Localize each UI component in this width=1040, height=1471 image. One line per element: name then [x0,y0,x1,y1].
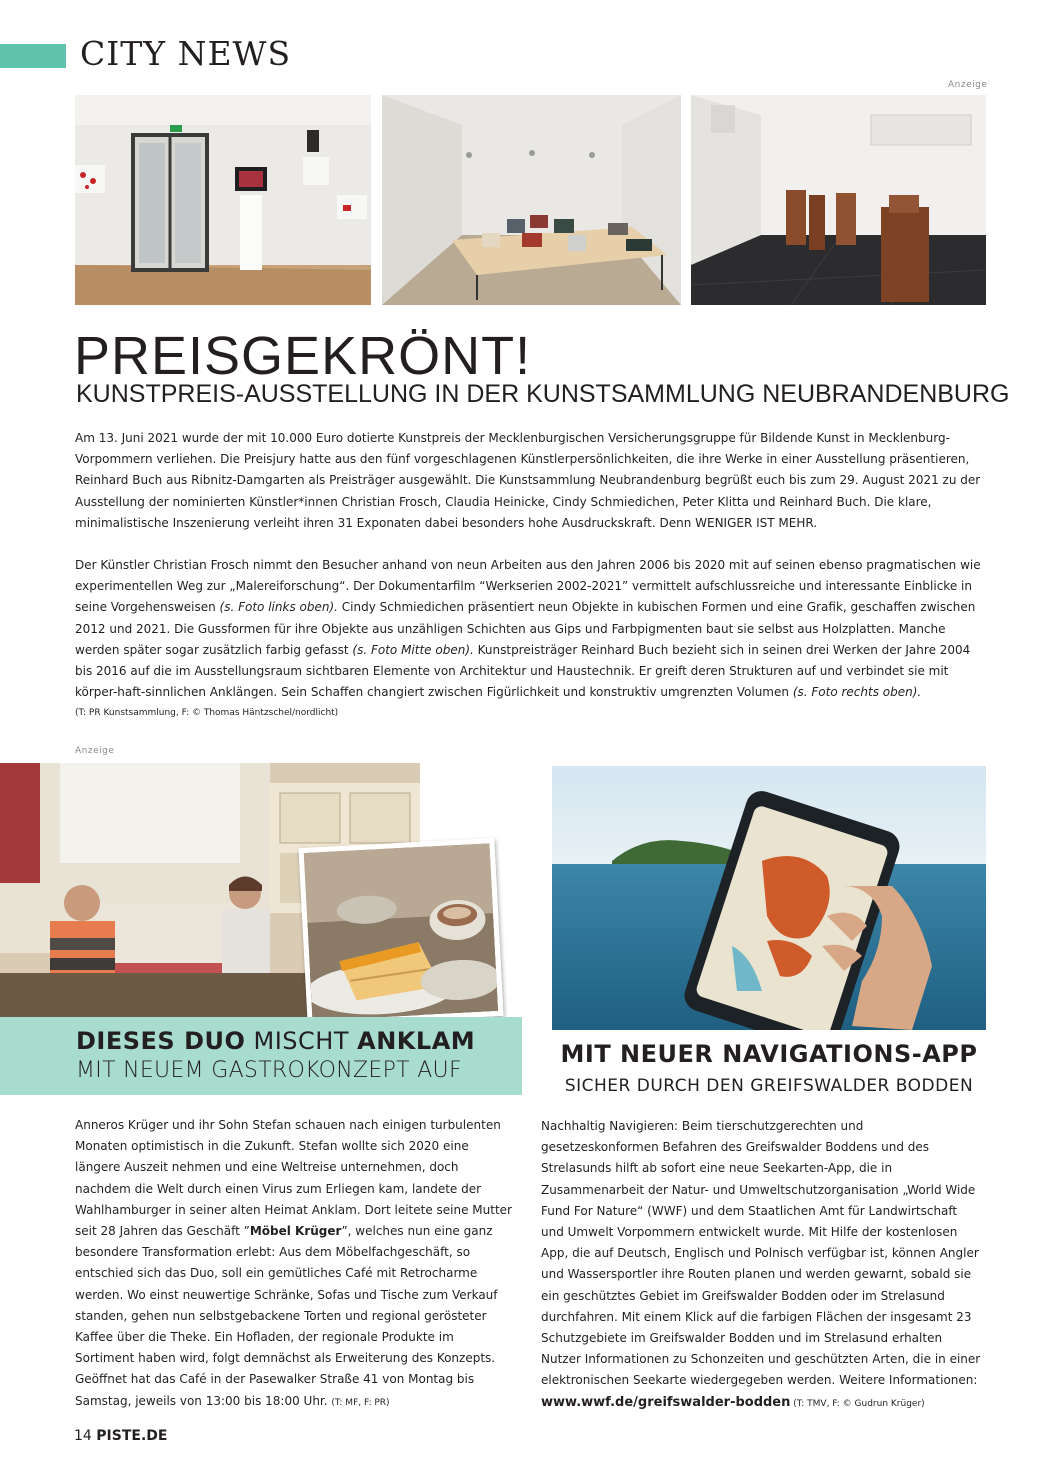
page-footer [74,1428,167,1444]
business-name: Möbel Krüger [249,1224,342,1239]
anklam-title-bold1: DIESES DUO [76,1027,246,1055]
credit-kunstpreis: (T: PR Kunstsammlung, F: © Thomas Häntzschel/nordlicht) [75,708,339,719]
article-headline: PREISGEKRÖNT! [74,326,532,386]
navigation-text: Nachhaltig Navigieren: Beim tierschutzgerechten und gesetzeskonformen Befahren des Greifswalder Boddens und des Strelasunds hilft ab sofort eine neue Seekarten-App, die in Zusammenarbeit der Natur- und Umweltschutzorganisation „World Wide Fund For Nature“ (WWF) und dem Staatlichen Amt für Landwirtschaft und Umwelt Vorpommern entwickelt wurde. Mit Hilfe der kostenlosen App, die auf Deutsch, Englisch und Polnisch verfügbar ist, können Angler und Wassersportler ihre Routen planen und werden gewarnt, sobald sie ein geschütztes Gebiet im Greifswalder Bodden oder im Strelasund durchfahren. Mit einem Klick auf die farbigen Flächen der insgesamt 23 Schutzgebiete im Greifswalder Bodden und im Strelasund erhalten Nutzer Informationen zu Schonzeiten und geschützten Arten, die in einer elektronischen Seekarte wiedergegeben werden. Weitere Informationen: [541,1119,981,1388]
navigation-app-subtitle: SICHER DURCH DEN GREIFSWALDER BODDEN [564,1076,974,1096]
wwf-link[interactable]: www.wwf.de/greifswalder-bodden [541,1394,791,1410]
photo-gallery-schmiedichen [382,95,681,305]
navigation-app-title: MIT NEUER NAVIGATIONS-APP [560,1040,978,1068]
anklam-text-b: ”, welches nun eine ganz besondere Transformation erlebt: Aus dem Möbelfachgeschäft, so entschied sich das Duo, soll ein gemütliches Café mit Retrocharme werden. Wo einst neuwertige Schränke, Sofas und Tische zum Verkauf standen, gehen nun selbstgebackene Torten und regional gerösteter Kaffee über die Theke. Ein Hofladen, der regionale Produkte im Sortiment haben wird, folgt demnächst als Erweiterung des Konzepts. Geöffnet hat das Café in der Pasewalker Straße 41 von Montag bis Samstag, jeweils von 13:00 bis 18:00 Uhr. [75,1224,498,1408]
anklam-title-line1 [76,1027,475,1055]
paragraph-intro: Am 13. Juni 2021 wurde der mit 10.000 Euro dotierte Kunstpreis der Mecklenburgischen Versicherungsgruppe für Bildende Kunst in Mecklenburg-Vorpommern verliehen. Die Preisjury hatte aus den fünf vorgeschlagenen Künstlerpersönlichkeiten, die ihre Werke in einer Ausstellung präsentieren, Reinhard Buch aus Ribnitz-Damgarten als Preisträger ausgewählt. Die Kunstsammlung Neubrandenburg begrüßt euch bis zum 29. August 2021 zu der Ausstellung der nominierten Künstler*innen Christian Frosch, Claudia Heinicke, Cindy Schmiedichen, Peter Klitta und Reinhard Buch. Die klare, minimalistische Inszenierung verleiht ihren 31 Exponaten dabei besonders hohe Ausdruckskraft. Denn WENIGER IST MEHR. [75,431,981,530]
article-body-anklam [75,1115,515,1414]
credit-anklam: (T: MF, F: PR) [331,1397,390,1408]
photo-ref-left: (s. Foto links oben). [219,600,338,615]
section-title: CITY NEWS [80,34,292,73]
anklam-text-a: Anneros Krüger und ihr Sohn Stefan schauen nach einigen turbulenten Monaten optimistisch in die Zukunft. Stefan wollte sich 2020 eine längere Auszeit nehmen und eine Weltreise unternehmen, doch nachdem die Welt durch einen Virus zum Erliegen kam, landete der Wahlhamburger in seiner alten Heimat Anklam. Dort leitete seine Mutter seit 28 Jahren das Geschäft ” [75,1118,512,1239]
anklam-title-light1: MISCHT [245,1027,358,1055]
article-body-kunstpreis [75,428,987,725]
photo-cake-coffee [298,838,503,1026]
anklam-title-line2: MIT NEUEM GASTROKONZEPT AUF [76,1058,462,1083]
photo-gallery-buch [691,95,986,305]
credit-navigation: (T: TMV, F: © Gudrun Krüger) [790,1398,925,1409]
paragraph-artists [75,555,987,703]
photo-navigation-app [552,766,986,1030]
photo-gallery-frosch [75,95,371,305]
anklam-title-bold2: ANKLAM [357,1027,476,1055]
magazine-brand: PISTE.DE [96,1428,168,1444]
page-number: 14 [74,1428,92,1444]
ad-label: Anzeige [948,80,988,90]
article-body-navigation [541,1116,981,1415]
section-accent-bar [0,44,66,68]
photo-ref-right: (s. Foto rechts oben). [792,685,922,700]
article-subheadline: KUNSTPREIS-AUSSTELLUNG IN DER KUNSTSAMMLUNG NEUBRANDENBURG [76,380,1010,408]
text-schmiedichen: Cindy Schmiedichen präsentiert neun Objekte in kubischen Formen und eine Grafik, geschaffen zwischen 2012 und 2021. Die Gussformen für ihre Objekte aus unzähligen Schichten aus Gips und Farbpigmenten baut sie selbst aus Holzplatten. Manche werden später sogar zusätzlich farbig gefasst [75,600,976,657]
ad-label-anklam: Anzeige [75,746,115,756]
photo-ref-middle: (s. Foto Mitte oben). [352,642,474,657]
text-buch: Kunstpreisträger Reinhard Buch bezieht sich in seinen drei Werken der Jahre 2004 bis 2016 auf die im Ausstellungsraum sichtbaren Elemente von Architektur und Haustechnik. Er greift deren Strukturen auf und verbindet sie mit körper-haft-sinnlichen Anklängen. Sein Schaffen changiert zwischen Figürlichkeit und konstruktiv umgrenzten Volumen [75,642,971,700]
text-frosch: Der Künstler Christian Frosch nimmt den Besucher anhand von neun Arbeiten aus den Jahren 2006 bis 2020 mit auf seinen ebenso pragmatischen wie experimentellen Weg zur „Malereiforschung“. Der Dokumentarfilm “Werkserien 2002-2021” vermittelt aufschlussreiche und interessante Einblicke in seine Vorgehensweisen [75,558,981,615]
